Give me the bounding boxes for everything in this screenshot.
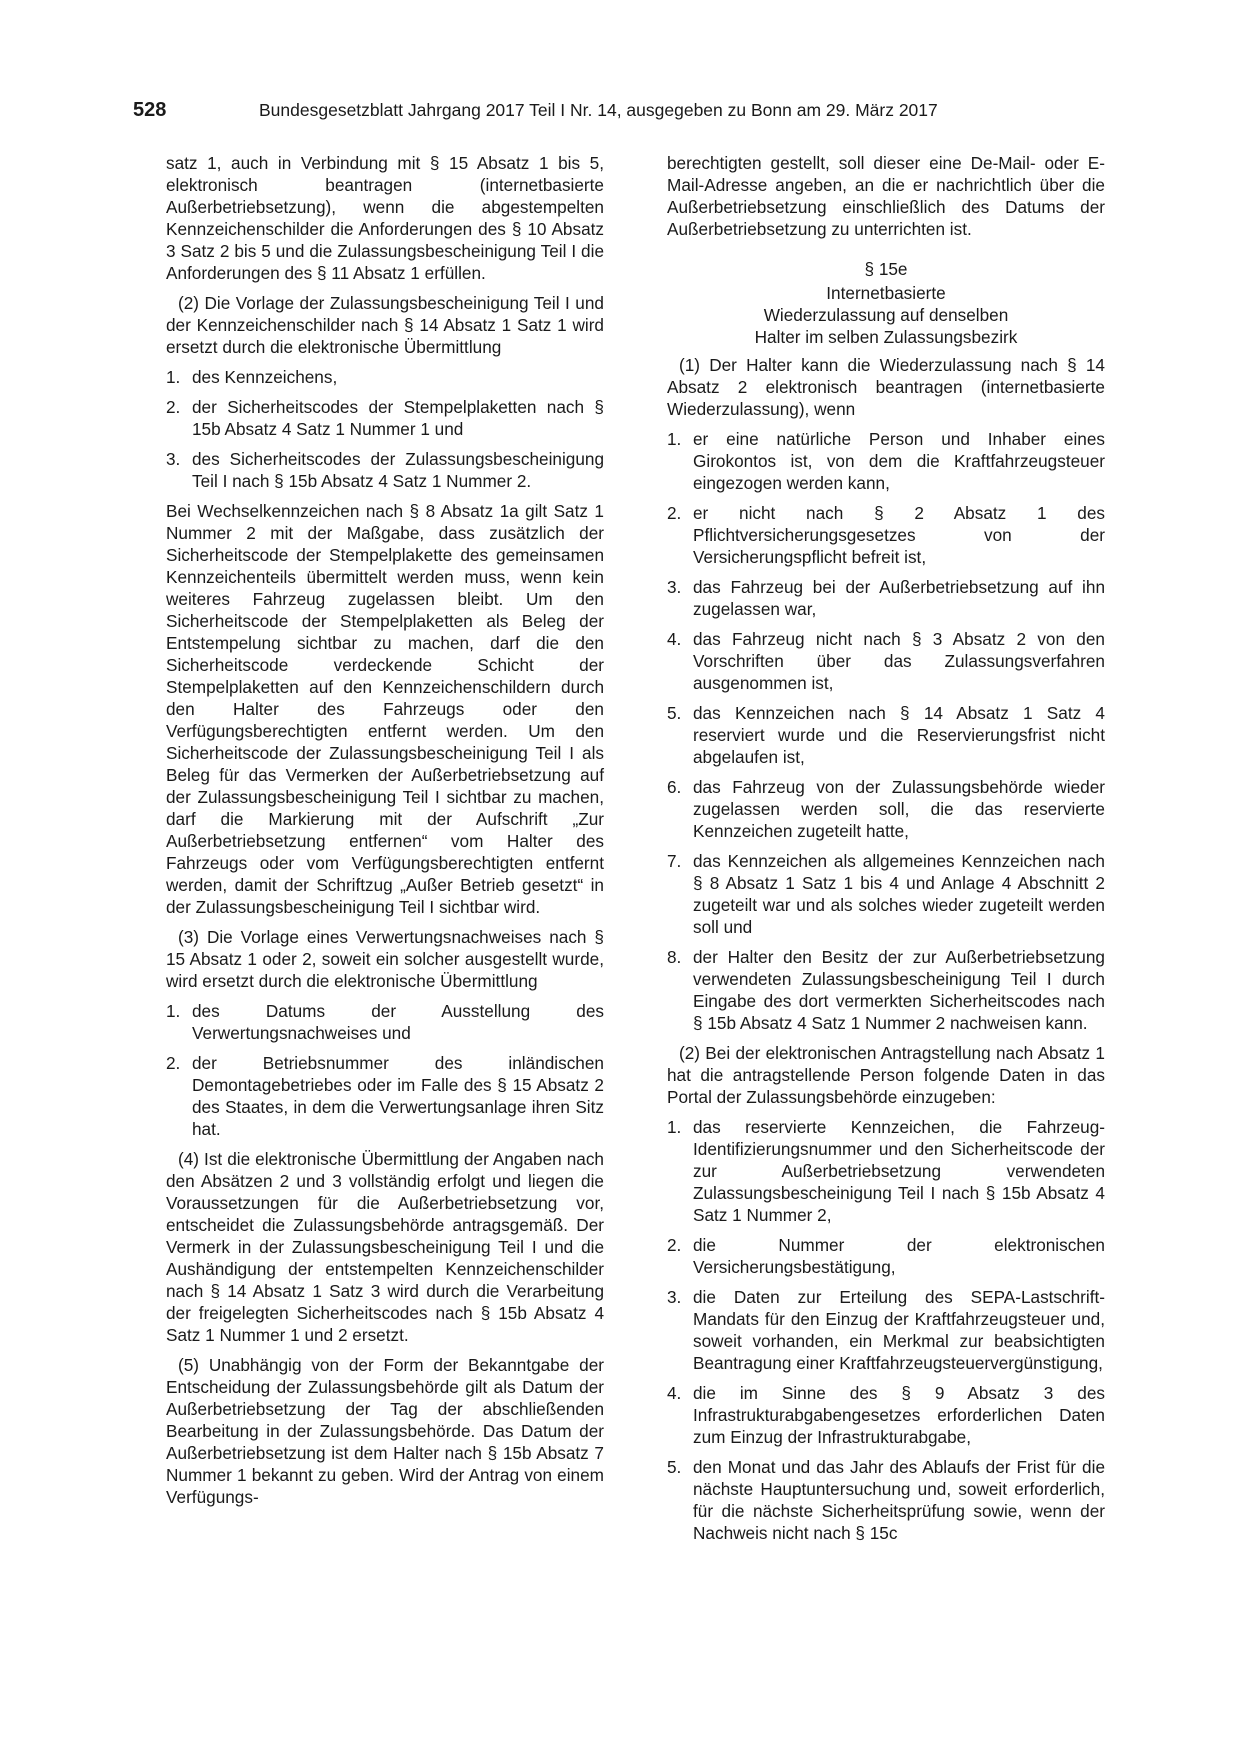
paragraph-2: (2) Bei der elektronischen Antragstellung nach Absatz 1 hat die antragstellende Person folgende Daten in das Portal der Zulassungsbehörde einzugeben:: [667, 1043, 1105, 1107]
paragraph-4: (4) Ist die elektronische Übermittlung der Angaben nach den Absätzen 2 und 3 vollständig erfolgt und liegen die Voraussetzungen für die Außerbetriebsetzung vor, entscheidet die Zulassungsbehörde antragsgemäß. Der Vermerk in der Zulassungsbescheinigung Teil I und die Aushändigung der entstempelten Kennzeichenschilder nach § 14 Absatz 1 Satz 3 wird durch die Verarbeitung der freigelegten Sicherheitscodes nach § 15b Absatz 4 Satz 1 Nummer 1 und 2 ersetzt.: [166, 1149, 604, 1345]
list-paragraph-2: [166, 366, 604, 492]
list-item: 3. des Sicherheitscodes der Zulassungsbescheinigung Teil I nach § 15b Absatz 4 Satz 1 Nummer 2.: [166, 449, 604, 491]
list-item: 2. die Nummer der elektronischen Versicherungsbestätigung,: [667, 1235, 1105, 1277]
list-paragraph-2: [667, 1116, 1105, 1544]
gazette-title: Bundesgesetzblatt Jahrgang 2017 Teil I Nr. 14, ausgegeben zu Bonn am 29. März 2017: [259, 100, 938, 120]
page-header: [133, 99, 1113, 127]
list-item: 7. das Kennzeichen als allgemeines Kennzeichen nach § 8 Absatz 1 Satz 1 bis 4 und Anlage 4 Abschnitt 2 zugeteilt war und als solches wieder zugeteilt werden soll und: [667, 851, 1105, 937]
paragraph-5: (5) Unabhängig von der Form der Bekanntgabe der Entscheidung der Zulassungsbehörde gilt als Datum der Außerbetriebsetzung der Tag der abschließenden Bearbeitung in der Zulassungsbehörde. Das Datum der Außerbetriebsetzung ist dem Halter nach § 15b Absatz 7 Nummer 1 bekannt zu geben. Wird der Antrag von einem Verfügungs-: [166, 1355, 604, 1507]
paragraph-1: (1) Der Halter kann die Wiederzulassung nach § 14 Absatz 2 elektronisch beantragen (internetbasierte Wiederzulassung), wenn: [667, 355, 1105, 419]
list-paragraph-1: [667, 428, 1105, 1034]
page-number: 528: [133, 99, 167, 121]
list-item: 6. das Fahrzeug von der Zulassungsbehörde wieder zugelassen werden soll, die das reservierte Kennzeichen zugeteilt hatte,: [667, 777, 1105, 841]
list-item: 2. der Betriebsnummer des inländischen Demontagebetriebes oder im Falle des § 15 Absatz 2 des Staates, in dem die Verwertungsanlage ihren Sitz hat.: [166, 1053, 604, 1139]
paragraph: satz 1, auch in Verbindung mit § 15 Absatz 1 bis 5, elektronisch beantragen (internetbasierte Außerbetriebsetzung), wenn die abgestempelten Kennzeichenschilder die Anforderungen des § 10 Absatz 3 Satz 2 bis 5 und die Zulassungsbescheinigung Teil I die Anforderungen des § 11 Absatz 1 erfüllen.: [166, 153, 604, 283]
list-item: 2. er nicht nach § 2 Absatz 1 des Pflichtversicherungsgesetzes von der Versicherungspflicht befreit ist,: [667, 503, 1105, 567]
paragraph: berechtigten gestellt, soll dieser eine De-Mail- oder E-Mail-Adresse angeben, an die er nachrichtlich über die Außerbetriebsetzung einschließlich des Datums der Außerbetriebsetzung zu unterrichten ist.: [667, 153, 1105, 239]
section-title: Internetbasierte Wiederzulassung auf denselben Halter im selben Zulassungsbezirk: [754, 283, 1018, 347]
list-item: 2. der Sicherheitscodes der Stempelplaketten nach § 15b Absatz 4 Satz 1 Nummer 1 und: [166, 397, 604, 439]
list-paragraph-3: [166, 1000, 604, 1140]
paragraph: Bei Wechselkennzeichen nach § 8 Absatz 1a gilt Satz 1 Nummer 2 mit der Maßgabe, dass zusätzlich der Sicherheitscode der Stempelplakette des gemeinsamen Kennzeichenteils übermittelt werden muss, wenn kein weiteres Fahrzeug zugelassen bleibt. Um den Sicherheitscode der Stempelplaketten als Beleg der Entstempelung sichtbar zu machen, darf die den Sicherheitscode verdeckende Schicht der Stempelplaketten auf den Kennzeichenschildern durch den Halter des Fahrzeugs oder den Verfügungsberechtigten entfernt werden. Um den Sicherheitscode der Zulassungsbescheinigung Teil I als Beleg für das Vermerken der Außerbetriebsetzung auf der Zulassungsbescheinigung Teil I sichtbar zu machen, darf die Markierung mit der Aufschrift „Zur Außerbetriebsetzung entfernen“ vom Halter des Fahrzeugs oder vom Verfügungsberechtigten entfernt werden, damit der Schriftzug „Außer Betrieb gesetzt“ in der Zulassungsbescheinigung Teil I sichtbar wird.: [166, 501, 604, 917]
list-item: 8. der Halter den Besitz der zur Außerbetriebsetzung verwendeten Zulassungsbescheinigung Teil I durch Eingabe des dort vermerkten Sicherheitscodes nach § 15b Absatz 4 Satz 1 Nummer 2 nachweisen kann.: [667, 947, 1105, 1033]
list-item: 5. das Kennzeichen nach § 14 Absatz 1 Satz 4 reserviert wurde und die Reservierungsfrist nicht abgelaufen ist,: [667, 703, 1105, 767]
list-item: 1. das reservierte Kennzeichen, die Fahrzeug-Identifizierungsnummer und den Sicherheitscode der zur Außerbetriebsetzung verwendeten Zulassungsbescheinigung Teil I nach § 15b Absatz 4 Satz 1 Nummer 2,: [667, 1117, 1105, 1225]
left-column: [166, 152, 604, 1516]
list-item: 3. das Fahrzeug bei der Außerbetriebsetzung auf ihn zugelassen war,: [667, 577, 1105, 619]
paragraph-3: (3) Die Vorlage eines Verwertungsnachweises nach § 15 Absatz 1 oder 2, soweit ein solcher ausgestellt wurde, wird ersetzt durch die elektronische Übermittlung: [166, 927, 604, 991]
list-item: 1. er eine natürliche Person und Inhaber eines Girokontos ist, von dem die Kraftfahrzeugsteuer eingezogen werden kann,: [667, 429, 1105, 493]
right-column: [667, 152, 1105, 1552]
list-item: 1. des Kennzeichens,: [166, 367, 338, 387]
list-item: 3. die Daten zur Erteilung des SEPA-Lastschrift-Mandats für den Einzug der Kraftfahrzeugsteuer und, soweit vorhanden, ein Merkmal zur beabsichtigten Beantragung einer Kraftfahrzeugsteuervergünstigung,: [667, 1287, 1105, 1373]
list-item: 4. die im Sinne des § 9 Absatz 3 des Infrastrukturabgabengesetzes erforderlichen Daten zum Einzug der Infrastrukturabgabe,: [667, 1383, 1105, 1447]
list-item: 1. des Datums der Ausstellung des Verwertungsnachweises und: [166, 1001, 604, 1043]
section-number: § 15e: [864, 259, 908, 279]
list-item: 4. das Fahrzeug nicht nach § 3 Absatz 2 von den Vorschriften über das Zulassungsverfahren ausgenommen ist,: [667, 629, 1105, 693]
list-item: 5. den Monat und das Jahr des Ablaufs der Frist für die nächste Hauptuntersuchung und, soweit erforderlich, für die nächste Sicherheitsprüfung sowie, wenn der Nachweis nicht nach § 15c: [667, 1457, 1105, 1543]
paragraph-2: (2) Die Vorlage der Zulassungsbescheinigung Teil I und der Kennzeichenschilder nach § 14 Absatz 1 Satz 1 wird ersetzt durch die elektronische Übermittlung: [166, 293, 604, 357]
